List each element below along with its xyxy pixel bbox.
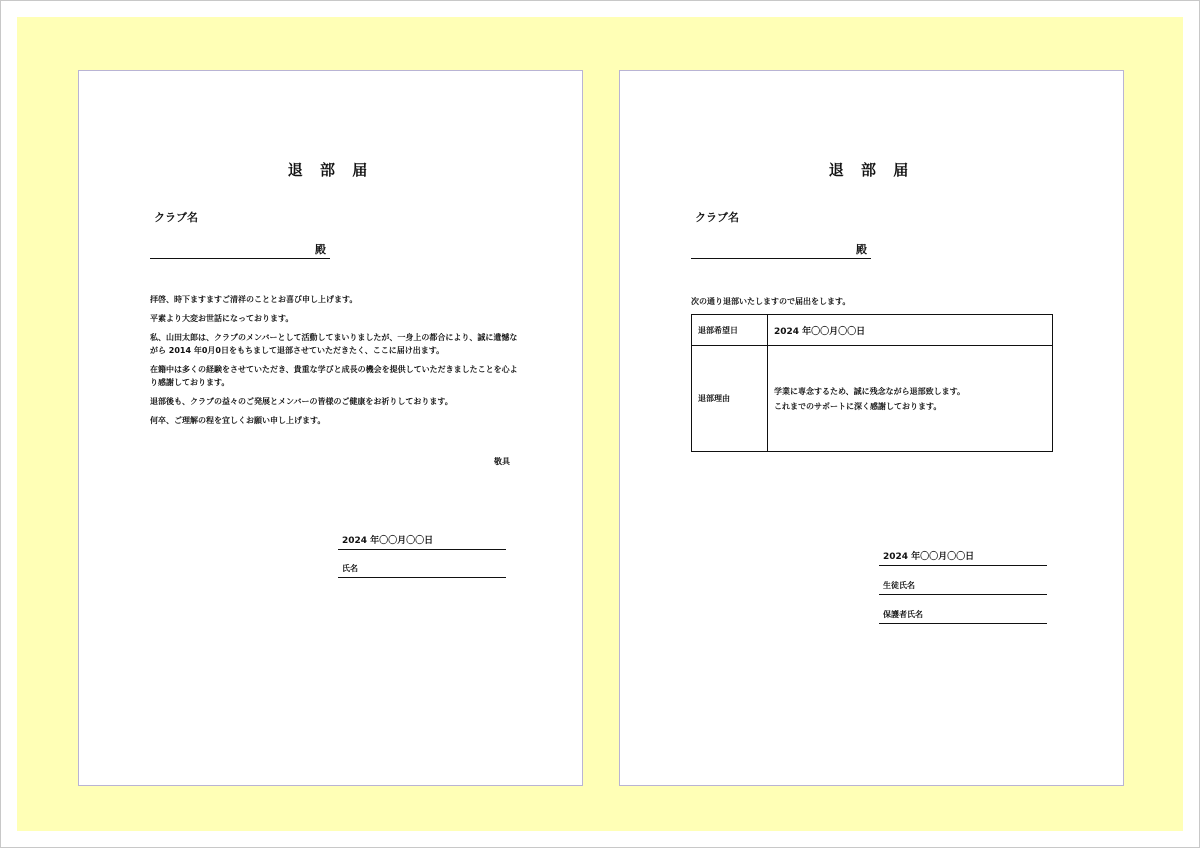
- date-text: 2024 年〇〇月〇〇日: [883, 552, 975, 562]
- club-name-label: クラブ名: [695, 211, 739, 224]
- student-name-line: [879, 577, 1047, 595]
- document-page-letter: [78, 70, 583, 786]
- reason-line: 学業に専念するため、誠に残念ながら退部致します。: [774, 386, 966, 396]
- letter-paragraph: 拝啓、時下ますますご清祥のこととお喜び申し上げます。: [150, 295, 358, 304]
- letter-paragraph: 何卒、ご理解の程を宜しくお願い申し上げます。: [150, 416, 326, 425]
- name-label: 氏名: [342, 564, 358, 573]
- withdrawal-date-label: 退部希望日: [692, 315, 768, 346]
- reason-line: これまでのサポートに深く感謝しております。: [774, 401, 942, 411]
- addressee-line: [691, 239, 871, 259]
- withdrawal-reason-value: [768, 346, 1053, 452]
- letter-paragraph: 平素より大変お世話になっております。: [150, 314, 294, 323]
- club-name-label: クラブ名: [154, 211, 198, 224]
- addressee-suffix: 殿: [315, 243, 326, 256]
- letter-paragraph: 退部後も、クラブの益々のご発展とメンバーの皆様のご健康をお祈りしております。: [150, 397, 453, 406]
- form-intro: 次の通り退部いたしますので届出をします。: [691, 297, 851, 306]
- letter-closing: 敬具: [494, 457, 510, 466]
- name-line: [338, 560, 506, 578]
- page-title: 退 部 届: [287, 161, 374, 179]
- student-name-label: 生徒氏名: [883, 581, 915, 590]
- withdrawal-form-table: [691, 314, 1053, 452]
- date-line: [879, 548, 1047, 566]
- document-page-form: [619, 70, 1124, 786]
- addressee-suffix: 殿: [856, 243, 867, 256]
- letter-paragraph: 私、山田太郎は、クラブのメンバーとして活動してまいりましたが、一身上の都合により、誠に遺憾ながら 2014 年0月0日をもちまして退部させていただきたく、ここに届け出ます。: [150, 333, 518, 355]
- guardian-name-label: 保護者氏名: [883, 610, 923, 619]
- withdrawal-date-value: 2024 年〇〇月〇〇日: [768, 315, 1053, 346]
- letter-paragraph: 在籍中は多くの経験をさせていただき、貴重な学びと成長の機会を提供していただきましたことを心より感謝しております。: [150, 365, 518, 387]
- page-title: 退 部 届: [828, 161, 915, 179]
- date-text: 2024 年〇〇月〇〇日: [342, 536, 434, 546]
- addressee-line: [150, 239, 330, 259]
- letter-body: [150, 293, 520, 433]
- date-line: [338, 532, 506, 550]
- withdrawal-reason-label: 退部理由: [692, 346, 768, 452]
- guardian-name-line: [879, 606, 1047, 624]
